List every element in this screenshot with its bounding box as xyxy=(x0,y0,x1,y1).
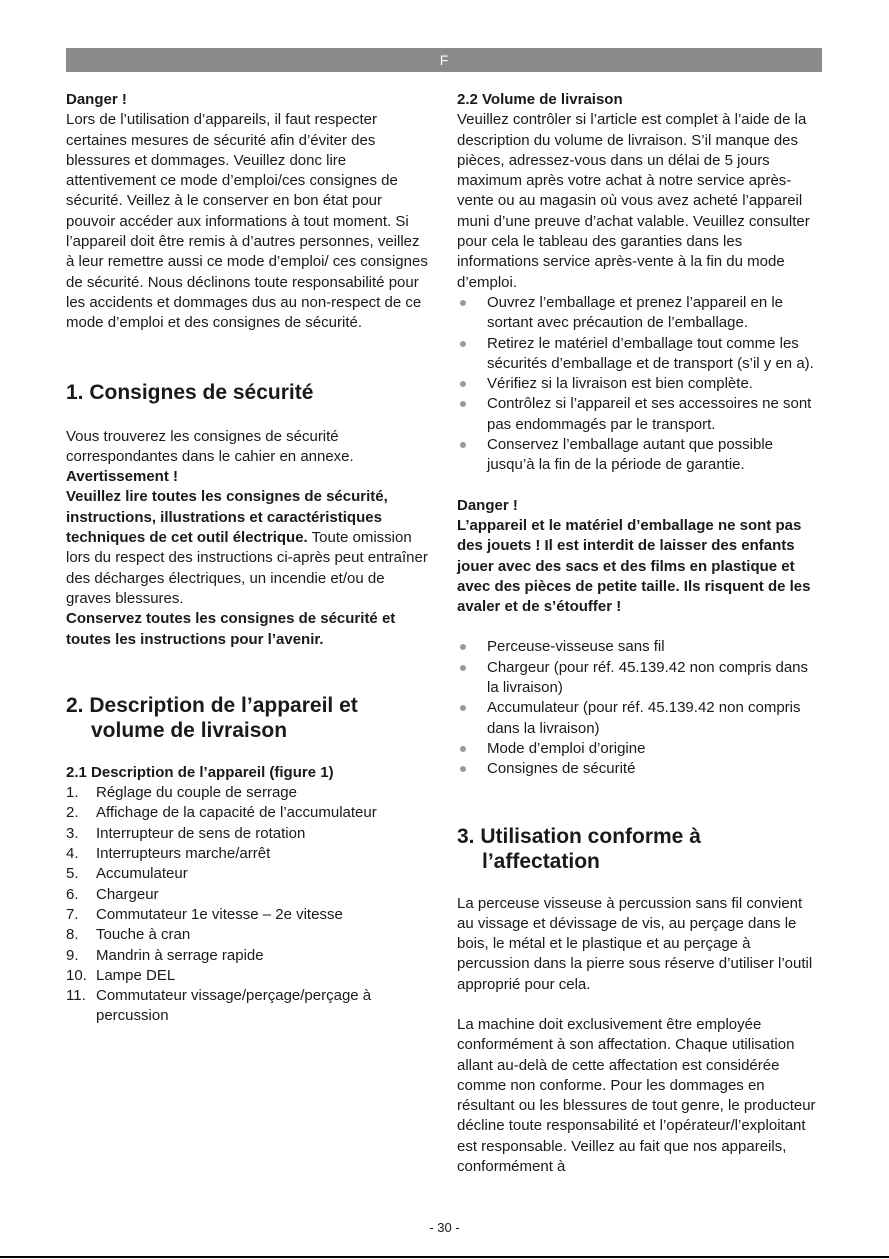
left-column xyxy=(66,90,431,1027)
section-2-title-line1: 2. Description de l’appareil et xyxy=(66,693,358,717)
list-item xyxy=(66,925,431,945)
section-3-title-line2: l’affectation xyxy=(482,849,600,873)
item-text: Commutateur vissage/perçage/perçage à percussion xyxy=(96,987,372,1025)
list-item xyxy=(66,885,431,905)
warning-paragraph xyxy=(66,487,431,609)
list-item: Contrôlez si l’appareil et ses accessoires ne sont pas endommagés par le transport. xyxy=(457,394,822,435)
item-text: Réglage du couple de serrage xyxy=(96,784,297,802)
section-3-text-1: La perceuse visseuse à percussion sans fil convient au vissage et dévissage de vis, au perçage dans le bois, le métal et le plastique et au perçage à percussion dans la pierre sous réserve d’utiliser l’outil approprié pour cela. xyxy=(457,894,813,993)
list-item: Consignes de sécurité xyxy=(457,759,822,779)
warning-title: Avertissement ! xyxy=(66,468,178,486)
item-text: Affichage de la capacité de l’accumulateur xyxy=(96,804,377,822)
section-2-title-line2: volume de livraison xyxy=(91,718,288,742)
danger-title: Danger ! xyxy=(66,91,127,108)
section-3-title xyxy=(457,824,822,874)
delivery-contents xyxy=(457,637,822,779)
section-2-2-title: 2.2 Volume de livraison xyxy=(457,91,623,108)
item-text: Accumulateur xyxy=(96,865,188,883)
danger-text-2: L’appareil et le matériel d’emballage ne sont pas des jouets ! Il est interdit de laisser des enfants jouer avec des sacs et des films en plastique et avec des pièces de petite taille. Ils risquent de les avaler et de s’étouffer ! xyxy=(457,516,811,616)
section-2-title xyxy=(66,693,431,743)
item-text: Interrupteur de sens de rotation xyxy=(96,824,306,842)
item-text: Interrupteurs marche/arrêt xyxy=(96,845,271,863)
item-number: 2. xyxy=(66,804,79,822)
list-item: Retirez le matériel d’emballage tout comme les sécurités d’emballage et de transport (s’il y en a). xyxy=(457,334,822,375)
item-number: 4. xyxy=(66,845,79,863)
list-item: Vérifiez si la livraison est bien complète. xyxy=(457,374,822,394)
language-header-bar xyxy=(66,48,822,72)
list-item: Conservez l’emballage autant que possible jusqu’à la fin de la période de garantie. xyxy=(457,435,822,476)
bottom-border xyxy=(0,1256,889,1258)
section-2-1-title: 2.1 Description de l’appareil (figure 1) xyxy=(66,763,334,781)
list-item: Ouvrez l’emballage et prenez l’appareil en le sortant avec précaution de l’emballage. xyxy=(457,293,822,334)
list-item: Perceuse-visseuse sans fil xyxy=(457,637,822,657)
item-number: 10. xyxy=(66,966,87,984)
warning-text: Toute omission lors du respect des instructions ci-après peut entraîner des décharges électriques, un incendie et/ou de graves blessures. xyxy=(66,529,428,607)
item-number: 8. xyxy=(66,926,79,944)
item-number: 3. xyxy=(66,824,79,842)
list-item xyxy=(66,844,431,864)
section-1-text: Vous trouverez les consignes de sécurité correspondantes dans le cahier en annexe. xyxy=(66,427,354,465)
section-1-title: 1. Consignes de sécurité xyxy=(66,380,314,404)
list-item: Chargeur (pour réf. 45.139.42 non compris dans la livraison) xyxy=(457,658,822,699)
list-item: Mode d’emploi d’origine xyxy=(457,739,822,759)
section-2-2-text: Veuillez contrôler si l’article est complet à l’aide de la description du volume de livraison. S’il manque des pièces, adressez-vous dans un délai de 5 jours maximum après votre achat à notre service après-vente ou au magasin où vous avez acheté l’appareil muni d’une preuve d’achat valable. Veuillez consulter pour cela le tableau des garanties dans les informations service après-vente à la fin du mode d’emploi. xyxy=(457,111,810,291)
item-number: 5. xyxy=(66,865,79,883)
section-3-title-line1: 3. Utilisation conforme à xyxy=(457,824,701,848)
unpacking-steps xyxy=(457,293,822,476)
language-label: F xyxy=(439,52,449,68)
item-number: 6. xyxy=(66,885,79,903)
list-item xyxy=(66,783,431,803)
warning-bold: Veuillez lire toutes les consignes de sécurité, instructions, illustrations et caractéristiques techniques de cet outil électrique. xyxy=(66,488,388,547)
item-text: Lampe DEL xyxy=(96,966,176,984)
page-number: - 30 - xyxy=(429,1220,460,1235)
right-column xyxy=(457,90,822,1177)
item-text: Touche à cran xyxy=(96,926,191,944)
danger-text: Lors de l’utilisation d’appareils, il faut respecter certaines mesures de sécurité afin d’éviter des blessures et dommages. Veuillez donc lire attentivement ce mode d’emploi/ces consignes de sécurité. Veillez à le conserver en bon état pour pouvoir accéder aux informations à tout moment. Si l’appareil doit être remis à d’autres personnes, veillez à leur remettre aussi ce mode d’emploi/ ces consignes de sécurité. Nous déclinons toute responsabilité pour les accidents et dommages dus au non-respect de ce mode d’emploi et des consignes de sécurité. xyxy=(66,111,428,332)
section-3-text-2: La machine doit exclusivement être employée conformément à son affectation. Chaque utilisation allant au-delà de cette affectation est considérée comme non conforme. Pour les dommages en résultant ou les blessures de tout genre, le producteur décline toute responsabilité et l’opérateur/l’exploitant est responsable. Veillez au fait que nos appareils, conformément à xyxy=(457,1015,816,1176)
list-item xyxy=(66,864,431,884)
parts-list xyxy=(66,783,431,1027)
item-text: Commutateur 1e vitesse – 2e vitesse xyxy=(96,905,343,923)
list-item xyxy=(66,966,431,986)
item-number: 11. xyxy=(66,987,86,1005)
list-item xyxy=(66,905,431,925)
item-text: Chargeur xyxy=(96,885,159,903)
keep-instructions: Conservez toutes les consignes de sécurité et toutes les instructions pour l’avenir. xyxy=(66,610,396,648)
item-number: 7. xyxy=(66,905,79,923)
item-number: 9. xyxy=(66,946,79,964)
list-item xyxy=(66,803,431,823)
list-item xyxy=(66,986,431,1027)
list-item: Accumulateur (pour réf. 45.139.42 non compris dans la livraison) xyxy=(457,698,822,739)
list-item xyxy=(66,824,431,844)
list-item xyxy=(66,946,431,966)
danger-title-2: Danger ! xyxy=(457,496,518,514)
item-number: 1. xyxy=(66,784,79,802)
item-text: Mandrin à serrage rapide xyxy=(96,946,264,964)
